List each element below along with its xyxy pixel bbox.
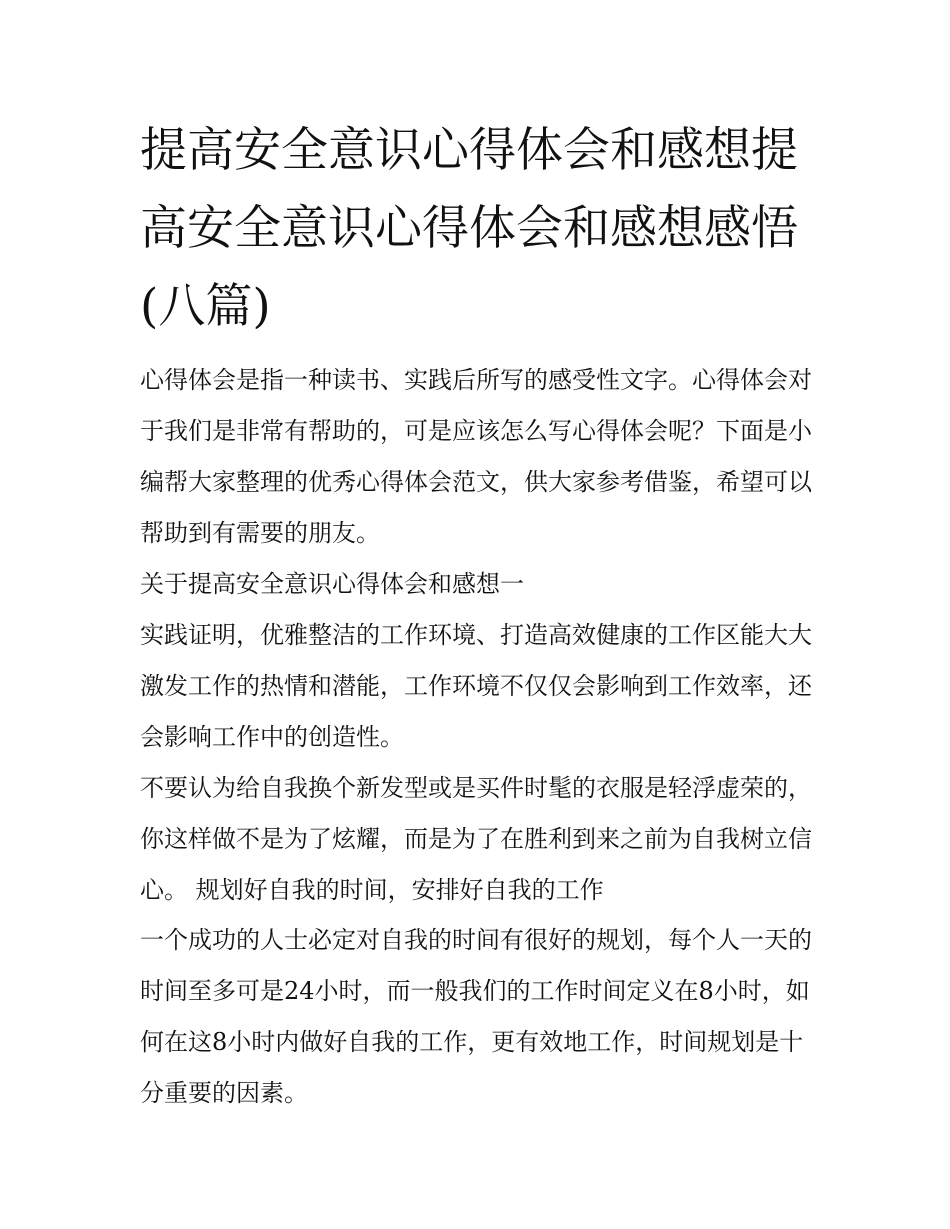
section-heading: 关于提高安全意识心得体会和感想一 [140, 570, 524, 598]
intro-paragraph: 心得体会是指一种读书、实践后所写的感受性文字。心得体会对于我们是非常有帮助的，可是应该怎么写心得体会呢？下面是小编帮大家整理的优秀心得体会范文，供大家参考借鉴，希望可以帮助到有需要的朋友。 [140, 366, 812, 547]
body-paragraph: 一个成功的人士必定对自我的时间有很好的规划，每个人一天的时间至多可是24小时，而一般我们的工作时间定义在8小时，如何在这8小时内做好自我的工作，更有效地工作，时间规划是十分重要的因素。 [140, 926, 812, 1107]
body-paragraph: 实践证明，优雅整洁的工作环境、打造高效健康的工作区能大大激发工作的热情和潜能，工作环境不仅仅会影响到工作效率，还会影响工作中的创造性。 [140, 621, 812, 751]
body-paragraph: 不要认为给自我换个新发型或是买件时髦的衣服是轻浮虚荣的，你这样做不是为了炫耀，而是为了在胜利到来之前为自我树立信心。 规划好自我的时间，安排好自我的工作 [140, 774, 812, 904]
document-title: 提高安全意识心得体会和感想提高安全意识心得体会和感想感悟(八篇) [140, 123, 798, 334]
